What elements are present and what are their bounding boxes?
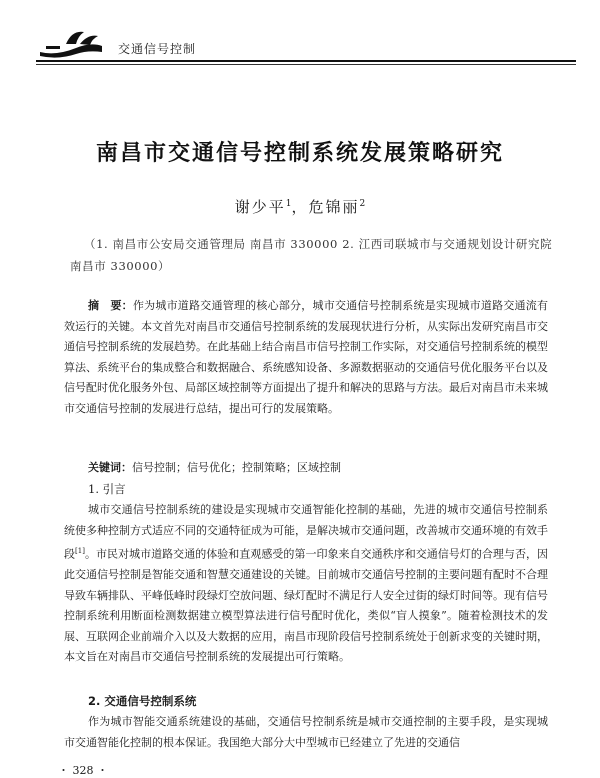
author-name: 谢少平 bbox=[234, 198, 286, 216]
section-heading: 1. 引言 bbox=[88, 482, 126, 496]
author-name: 危锦丽 bbox=[308, 198, 360, 216]
abstract-paragraph bbox=[64, 296, 548, 419]
body-text: 。市民对城市道路交通的体验和直观感受的第一印象来自交通秩序和交通信号灯的合理与否，因此交通信号控制是智能交通和智慧交通建设的关键。目前城市交通信号控制的主要问题有配时不合理导致车辆排队、平峰低峰时段绿灯空放问题、绿灯配时不满足行人安全过街的绿灯时间等。现有信号控制系统利用断面检测数据建立模型算法进行信号配时优化，类似“盲人摸象”。随着检测技术的发展、互联网企业前端介入以及大数据的应用，南昌市现阶段信号控制系统处于创新求变的关键时期，本文旨在对南昌市交通信号控制系统的发展提出可行策略。 bbox=[64, 547, 549, 664]
citation-mark: [1] bbox=[75, 547, 85, 555]
author-separator: ， bbox=[291, 198, 309, 216]
header-rule-thin bbox=[36, 64, 576, 65]
journal-header bbox=[0, 0, 600, 70]
keywords-line bbox=[88, 459, 558, 475]
author-affiliation: （1. 南昌市公安局交通管理局 南昌市 330000 2. 江西司联城市与交通规划设计研究院 南昌市 330000） bbox=[70, 237, 553, 273]
keywords-label: 关键词： bbox=[88, 461, 132, 474]
abstract-text: 作为城市道路交通管理的核心部分，城市交通信号控制系统是实现城市道路交通流有效运行的关键。本文首先对南昌市交通信号控制系统的发展现状进行分析，从实际出发研究南昌市交通信号控制系统的发展趋势。在此基础上结合南昌市信号控制工作实际，对交通信号控制系统的模型算法、系统平台的集成整合和数据融合、系统感知设备、多源数据驱动的交通信号优化服务平台以及信号配时优化服务外包、局部区域控制等方面提出了提升和解决的思路与方法。最后对南昌市未来城市交通信号控制的发展进行总结，提出可行的发展策略。 bbox=[64, 299, 549, 415]
page-number: ・ 328 ・ bbox=[58, 764, 108, 777]
section-heading: 2. 交通信号控制系统 bbox=[88, 694, 197, 708]
body-paragraph: 作为城市智能交通系统建设的基础，交通信号控制系统是城市交通控制的主要手段，是实现城市交通智能化控制的根本保证。我国绝大部分大中型城市已经建立了先进的交通信 bbox=[64, 715, 548, 749]
author-affil-mark: 1 bbox=[285, 199, 292, 209]
body-paragraph bbox=[64, 500, 548, 668]
journal-logo-icon bbox=[36, 26, 106, 60]
journal-section-name: 交通信号控制 bbox=[118, 42, 197, 56]
author-affil-mark: 2 bbox=[359, 199, 366, 209]
body-text: 城市交通信号控制系统的建设是实现城市交通智能化控制的基础，先进的城市交通信号控制系统使多种控制方式适应不同的交通特征成为可能，是解决城市交通问题，改善城市交通环境的有效手段 bbox=[64, 503, 548, 561]
abstract-label: 摘 要： bbox=[88, 299, 133, 312]
article-title: 南昌市交通信号控制系统发展策略研究 bbox=[95, 141, 504, 166]
header-rule-thick bbox=[36, 60, 576, 62]
article-authors bbox=[0, 196, 600, 217]
keywords-text: 信号控制；信号优化；控制策略；区域控制 bbox=[132, 461, 341, 474]
